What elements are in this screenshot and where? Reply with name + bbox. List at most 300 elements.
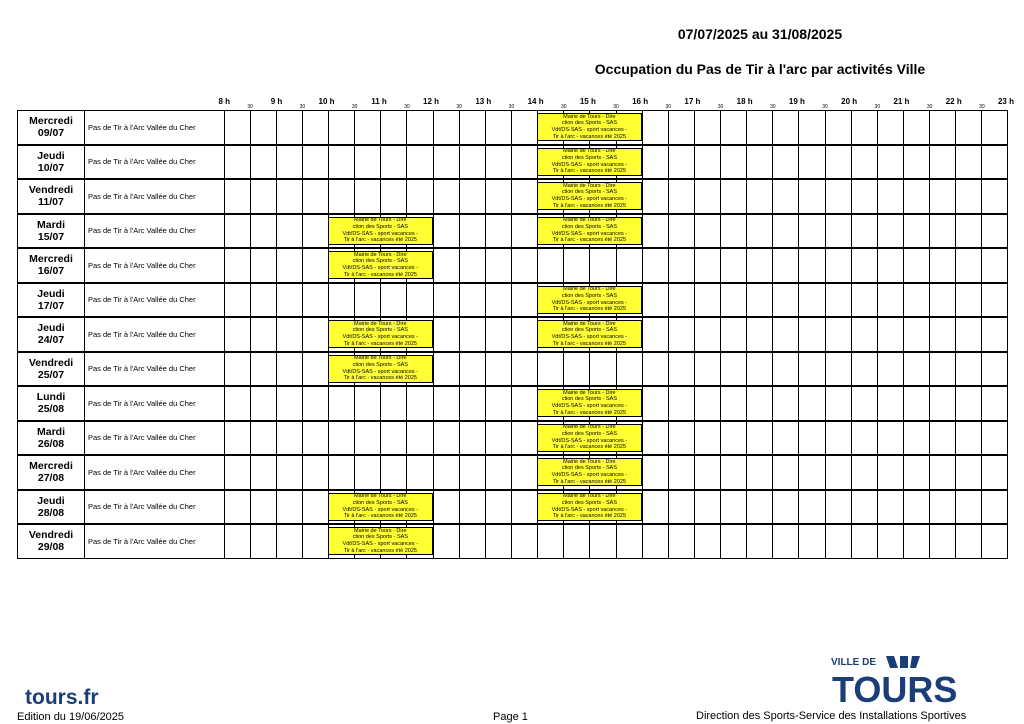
booking-text: Mairie de Tours - Dire ction des Sports - SAS Vdt/DS-SAS - sport vacances - Tir à l'arc - vacances été 2025 (551, 320, 628, 347)
booking-block[interactable] (537, 286, 642, 314)
slot-divider (720, 180, 721, 213)
slot-divider (981, 387, 982, 420)
slot-divider (851, 353, 852, 386)
slot-divider (877, 180, 878, 213)
slot-divider (511, 215, 512, 248)
day-date: 15/07 (37, 230, 65, 243)
booking-text: Mairie de Tours - Dire ction des Sports - SAS Vdt/DS-SAS - sport vacances - Tir à l'arc - vacances été 2025 (551, 424, 628, 451)
slot-divider (746, 284, 747, 317)
slot-divider (955, 422, 956, 455)
booking-block[interactable] (537, 458, 642, 486)
slot-divider (746, 422, 747, 455)
slot-divider (511, 491, 512, 524)
booking-block[interactable] (537, 389, 642, 417)
slot-divider (903, 318, 904, 351)
hour-label: 13 h (475, 97, 492, 106)
slot-divider (772, 180, 773, 213)
hour-label: 10 h (318, 97, 335, 106)
slot-divider (772, 318, 773, 351)
slot-divider (276, 146, 277, 179)
slot-divider (929, 525, 930, 558)
hour-label: 17 h (684, 97, 701, 106)
slot-divider (668, 111, 669, 144)
day-cell (17, 283, 85, 318)
slot-divider (250, 111, 251, 144)
booking-text: Mairie de Tours - Dire ction des Sports - SAS Vdt/DS-SAS - sport vacances - Tir à l'arc - vacances été 2025 (551, 458, 628, 485)
slot-divider (851, 146, 852, 179)
slot-divider (929, 491, 930, 524)
slot-divider (851, 284, 852, 317)
day-date: 28/08 (37, 506, 65, 519)
hour-label: 12 h (423, 97, 440, 106)
booking-block[interactable] (537, 113, 642, 141)
half-hour-label: 30 (613, 104, 619, 110)
slot-divider (459, 249, 460, 282)
slot-divider (955, 146, 956, 179)
hour-label: 15 h (579, 97, 596, 106)
half-hour-label: 30 (560, 104, 567, 110)
schedule-row (17, 110, 1008, 145)
logo-mark-mid (900, 656, 908, 668)
slot-divider (772, 111, 773, 144)
booking-block[interactable] (328, 217, 433, 245)
slot-divider (433, 249, 434, 282)
slot-divider (825, 318, 826, 351)
slot-divider (720, 387, 721, 420)
slot-divider (825, 284, 826, 317)
slot-divider (250, 146, 251, 179)
booking-text: Mairie de Tours - Dire ction des Sports - SAS Vdt/DS-SAS - sport vacances - Tir à l'arc - vacances été 2025 (551, 182, 628, 209)
slot-divider (642, 111, 643, 144)
slot-divider (981, 422, 982, 455)
slot-divider (511, 146, 512, 179)
slot-divider (825, 249, 826, 282)
slot-divider (433, 387, 434, 420)
slot-divider (798, 284, 799, 317)
time-slots (224, 455, 1008, 490)
slot-divider (354, 111, 355, 144)
booking-text: Mairie de Tours - Dire ction des Sports - SAS Vdt/DS-SAS - sport vacances - Tir à l'arc - vacances été 2025 (551, 389, 628, 416)
logo-small-text: VILLE DE (831, 657, 877, 668)
half-hour-label: 30 (665, 104, 672, 110)
slot-divider (825, 146, 826, 179)
slot-divider (694, 215, 695, 248)
booking-block[interactable] (328, 251, 433, 279)
slot-divider (563, 249, 564, 282)
slot-divider (276, 318, 277, 351)
slot-divider (825, 111, 826, 144)
slot-divider (694, 525, 695, 558)
slot-divider (720, 215, 721, 248)
schedule-row (17, 421, 1008, 456)
place-label: Pas de Tir à l'Arc Vallée du Cher (85, 352, 224, 387)
time-slots (224, 214, 1008, 249)
slot-divider (798, 146, 799, 179)
slot-divider (825, 422, 826, 455)
half-hour-label: 30 (404, 104, 410, 110)
slot-divider (380, 180, 381, 213)
hour-label: 11 h (371, 97, 387, 106)
day-cell (17, 490, 85, 525)
hour-label: 8 h (218, 97, 230, 106)
slot-divider (589, 525, 590, 558)
slot-divider (485, 318, 486, 351)
site-link[interactable]: tours.fr (25, 686, 99, 709)
slot-divider (485, 353, 486, 386)
time-slots (224, 490, 1008, 525)
day-name: Vendredi (28, 184, 74, 197)
slot-divider (694, 387, 695, 420)
hour-label: 16 h (632, 97, 649, 106)
slot-divider (302, 284, 303, 317)
slot-divider (250, 249, 251, 282)
slot-divider (694, 422, 695, 455)
slot-divider (380, 284, 381, 317)
slot-divider (276, 387, 277, 420)
slot-divider (406, 456, 407, 489)
slot-divider (851, 422, 852, 455)
slot-divider (459, 111, 460, 144)
slot-divider (772, 146, 773, 179)
slot-divider (746, 146, 747, 179)
half-hour-label: 30 (351, 104, 358, 110)
place-label: Pas de Tir à l'Arc Vallée du Cher (85, 524, 224, 559)
slot-divider (720, 456, 721, 489)
place-label: Pas de Tir à l'Arc Vallée du Cher (85, 386, 224, 421)
slot-divider (981, 249, 982, 282)
slot-divider (825, 387, 826, 420)
day-cell (17, 386, 85, 421)
slot-divider (694, 491, 695, 524)
slot-divider (354, 146, 355, 179)
slot-divider (825, 180, 826, 213)
slot-divider (877, 456, 878, 489)
half-hour-label: 30 (926, 104, 933, 110)
slot-divider (642, 180, 643, 213)
slot-divider (825, 456, 826, 489)
place-label: Pas de Tir à l'Arc Vallée du Cher (85, 110, 224, 145)
slot-divider (328, 180, 329, 213)
time-slots (224, 317, 1008, 352)
slot-divider (511, 318, 512, 351)
slot-divider (563, 353, 564, 386)
edition-date: Edition du 19/06/2025 (17, 711, 125, 723)
day-cell (17, 352, 85, 387)
slot-divider (250, 387, 251, 420)
day-name: Jeudi (37, 494, 65, 507)
slot-divider (276, 284, 277, 317)
slot-divider (825, 491, 826, 524)
slot-divider (563, 525, 564, 558)
slot-divider (668, 284, 669, 317)
ville-de-tours-logo (828, 652, 973, 708)
slot-divider (302, 387, 303, 420)
slot-divider (851, 525, 852, 558)
slot-divider (694, 318, 695, 351)
slot-divider (746, 491, 747, 524)
schedule-row (17, 386, 1008, 421)
slot-divider (459, 318, 460, 351)
slot-divider (877, 318, 878, 351)
day-cell (17, 214, 85, 249)
slot-divider (955, 491, 956, 524)
booking-block[interactable] (537, 217, 642, 245)
booking-text: Mairie de Tours - Dire ction des Sports - SAS Vdt/DS-SAS - sport vacances - Tir à l'arc - vacances été 2025 (342, 217, 419, 244)
slot-divider (354, 387, 355, 420)
slot-divider (459, 284, 460, 317)
slot-divider (642, 249, 643, 282)
slot-divider (981, 146, 982, 179)
slot-divider (903, 249, 904, 282)
day-name: Jeudi (37, 322, 65, 335)
slot-divider (929, 318, 930, 351)
slot-divider (746, 456, 747, 489)
slot-divider (720, 491, 721, 524)
place-label: Pas de Tir à l'Arc Vallée du Cher (85, 214, 224, 249)
slot-divider (694, 146, 695, 179)
hour-label: 18 h (736, 97, 753, 106)
day-name: Mercredi (29, 115, 73, 128)
slot-divider (380, 387, 381, 420)
day-cell (17, 248, 85, 283)
booking-block[interactable] (537, 424, 642, 452)
day-cell (17, 179, 85, 214)
day-name: Mardi (36, 218, 65, 231)
page-number: Page 1 (493, 711, 528, 723)
slot-divider (772, 353, 773, 386)
slot-divider (981, 180, 982, 213)
slot-divider (851, 387, 852, 420)
slot-divider (642, 491, 643, 524)
place-label: Pas de Tir à l'Arc Vallée du Cher (85, 283, 224, 318)
slot-divider (903, 387, 904, 420)
slot-divider (772, 422, 773, 455)
slot-divider (903, 491, 904, 524)
slot-divider (668, 422, 669, 455)
slot-divider (328, 456, 329, 489)
booking-block[interactable] (537, 493, 642, 521)
day-date: 27/08 (37, 472, 65, 485)
day-cell (17, 317, 85, 352)
half-hour-label: 30 (874, 104, 881, 110)
booking-block[interactable] (328, 527, 433, 555)
time-slots (224, 179, 1008, 214)
slot-divider (877, 215, 878, 248)
slot-divider (903, 525, 904, 558)
slot-divider (302, 353, 303, 386)
day-date: 26/08 (37, 437, 65, 450)
slot-divider (955, 215, 956, 248)
slot-divider (746, 387, 747, 420)
place-label: Pas de Tir à l'Arc Vallée du Cher (85, 490, 224, 525)
slot-divider (433, 146, 434, 179)
booking-text: Mairie de Tours - Dire ction des Sports - SAS Vdt/DS-SAS - sport vacances - Tir à l'arc - vacances été 2025 (551, 286, 628, 313)
half-hour-label: 30 (247, 104, 253, 110)
date-range: 07/07/2025 au 31/08/2025 (677, 26, 843, 42)
page-title: Occupation du Pas de Tir à l'arc par activités Ville (594, 61, 926, 77)
slot-divider (485, 525, 486, 558)
direction-label: Direction des Sports-Service des Installations Sportives (696, 710, 967, 722)
slot-divider (772, 215, 773, 248)
half-hour-label: 30 (717, 104, 724, 110)
slot-divider (537, 525, 538, 558)
slot-divider (798, 525, 799, 558)
schedule-row (17, 248, 1008, 283)
booking-block[interactable] (537, 148, 642, 176)
slot-divider (772, 284, 773, 317)
slot-divider (433, 422, 434, 455)
slot-divider (642, 456, 643, 489)
slot-divider (903, 284, 904, 317)
day-date: 24/07 (37, 334, 65, 347)
slot-divider (616, 353, 617, 386)
slot-divider (720, 422, 721, 455)
slot-divider (302, 422, 303, 455)
slot-divider (485, 146, 486, 179)
schedule-row (17, 455, 1008, 490)
slot-divider (798, 215, 799, 248)
hour-label: 20 h (841, 97, 858, 106)
slot-divider (459, 180, 460, 213)
slot-divider (485, 249, 486, 282)
slot-divider (589, 353, 590, 386)
slot-divider (746, 525, 747, 558)
slot-divider (276, 215, 277, 248)
slot-divider (302, 146, 303, 179)
slot-divider (851, 249, 852, 282)
slot-divider (981, 456, 982, 489)
slot-divider (955, 387, 956, 420)
slot-divider (616, 249, 617, 282)
day-cell (17, 110, 85, 145)
place-label: Pas de Tir à l'Arc Vallée du Cher (85, 145, 224, 180)
slot-divider (720, 111, 721, 144)
slot-divider (302, 525, 303, 558)
slot-divider (668, 180, 669, 213)
slot-divider (772, 525, 773, 558)
slot-divider (433, 215, 434, 248)
slot-divider (276, 422, 277, 455)
slot-divider (903, 146, 904, 179)
slot-divider (798, 387, 799, 420)
slot-divider (798, 491, 799, 524)
booking-block[interactable] (328, 493, 433, 521)
slot-divider (981, 284, 982, 317)
slot-divider (746, 249, 747, 282)
logo-mark-right (910, 656, 920, 668)
slot-divider (537, 353, 538, 386)
slot-divider (250, 353, 251, 386)
slot-divider (851, 318, 852, 351)
slot-divider (354, 456, 355, 489)
slot-divider (772, 491, 773, 524)
slot-divider (903, 456, 904, 489)
slot-divider (825, 353, 826, 386)
slot-divider (668, 249, 669, 282)
slot-divider (746, 353, 747, 386)
slot-divider (798, 353, 799, 386)
slot-divider (459, 525, 460, 558)
slot-divider (433, 353, 434, 386)
slot-divider (511, 249, 512, 282)
half-hour-label: 30 (979, 104, 985, 110)
day-date: 17/07 (37, 299, 65, 312)
place-label: Pas de Tir à l'Arc Vallée du Cher (85, 248, 224, 283)
slot-divider (772, 387, 773, 420)
slot-divider (406, 146, 407, 179)
booking-block[interactable] (537, 182, 642, 210)
booking-text: Mairie de Tours - Dire ction des Sports - SAS Vdt/DS-SAS - sport vacances - Tir à l'arc - vacances été 2025 (342, 355, 419, 382)
slot-divider (380, 111, 381, 144)
slot-divider (668, 146, 669, 179)
half-hour-label: 30 (822, 104, 828, 110)
booking-text: Mairie de Tours - Dire ction des Sports - SAS Vdt/DS-SAS - sport vacances - Tir à l'arc - vacances été 2025 (342, 320, 419, 347)
hour-label: 9 h (270, 97, 283, 106)
booking-block[interactable] (328, 320, 433, 348)
slot-divider (668, 525, 669, 558)
slot-divider (459, 146, 460, 179)
slot-divider (929, 387, 930, 420)
slot-divider (746, 215, 747, 248)
slot-divider (955, 180, 956, 213)
slot-divider (433, 491, 434, 524)
slot-divider (406, 180, 407, 213)
day-name: Vendredi (28, 529, 74, 542)
slot-divider (485, 215, 486, 248)
day-name: Mercredi (29, 460, 73, 473)
slot-divider (642, 215, 643, 248)
slot-divider (642, 353, 643, 386)
day-cell (17, 524, 85, 559)
slot-divider (668, 215, 669, 248)
slot-divider (825, 525, 826, 558)
slot-divider (302, 491, 303, 524)
hour-label: 19 h (788, 97, 805, 106)
slot-divider (380, 146, 381, 179)
slot-divider (511, 284, 512, 317)
slot-divider (981, 215, 982, 248)
slot-divider (380, 422, 381, 455)
slot-divider (250, 284, 251, 317)
hour-label: 22 h (945, 97, 962, 106)
slot-divider (955, 111, 956, 144)
slot-divider (929, 111, 930, 144)
half-hour-label: 30 (456, 104, 462, 110)
slot-divider (328, 387, 329, 420)
slot-divider (877, 525, 878, 558)
slot-divider (302, 180, 303, 213)
slot-divider (433, 525, 434, 558)
slot-divider (694, 249, 695, 282)
slot-divider (877, 284, 878, 317)
booking-block[interactable] (328, 355, 433, 383)
slot-divider (668, 491, 669, 524)
slot-divider (642, 387, 643, 420)
time-slots (224, 386, 1008, 421)
slot-divider (694, 180, 695, 213)
slot-divider (459, 387, 460, 420)
slot-divider (459, 353, 460, 386)
schedule-row (17, 490, 1008, 525)
slot-divider (981, 318, 982, 351)
slot-divider (380, 456, 381, 489)
booking-block[interactable] (537, 320, 642, 348)
slot-divider (276, 525, 277, 558)
day-date: 10/07 (37, 161, 65, 174)
slot-divider (851, 456, 852, 489)
slot-divider (250, 491, 251, 524)
day-date: 25/08 (37, 403, 65, 416)
